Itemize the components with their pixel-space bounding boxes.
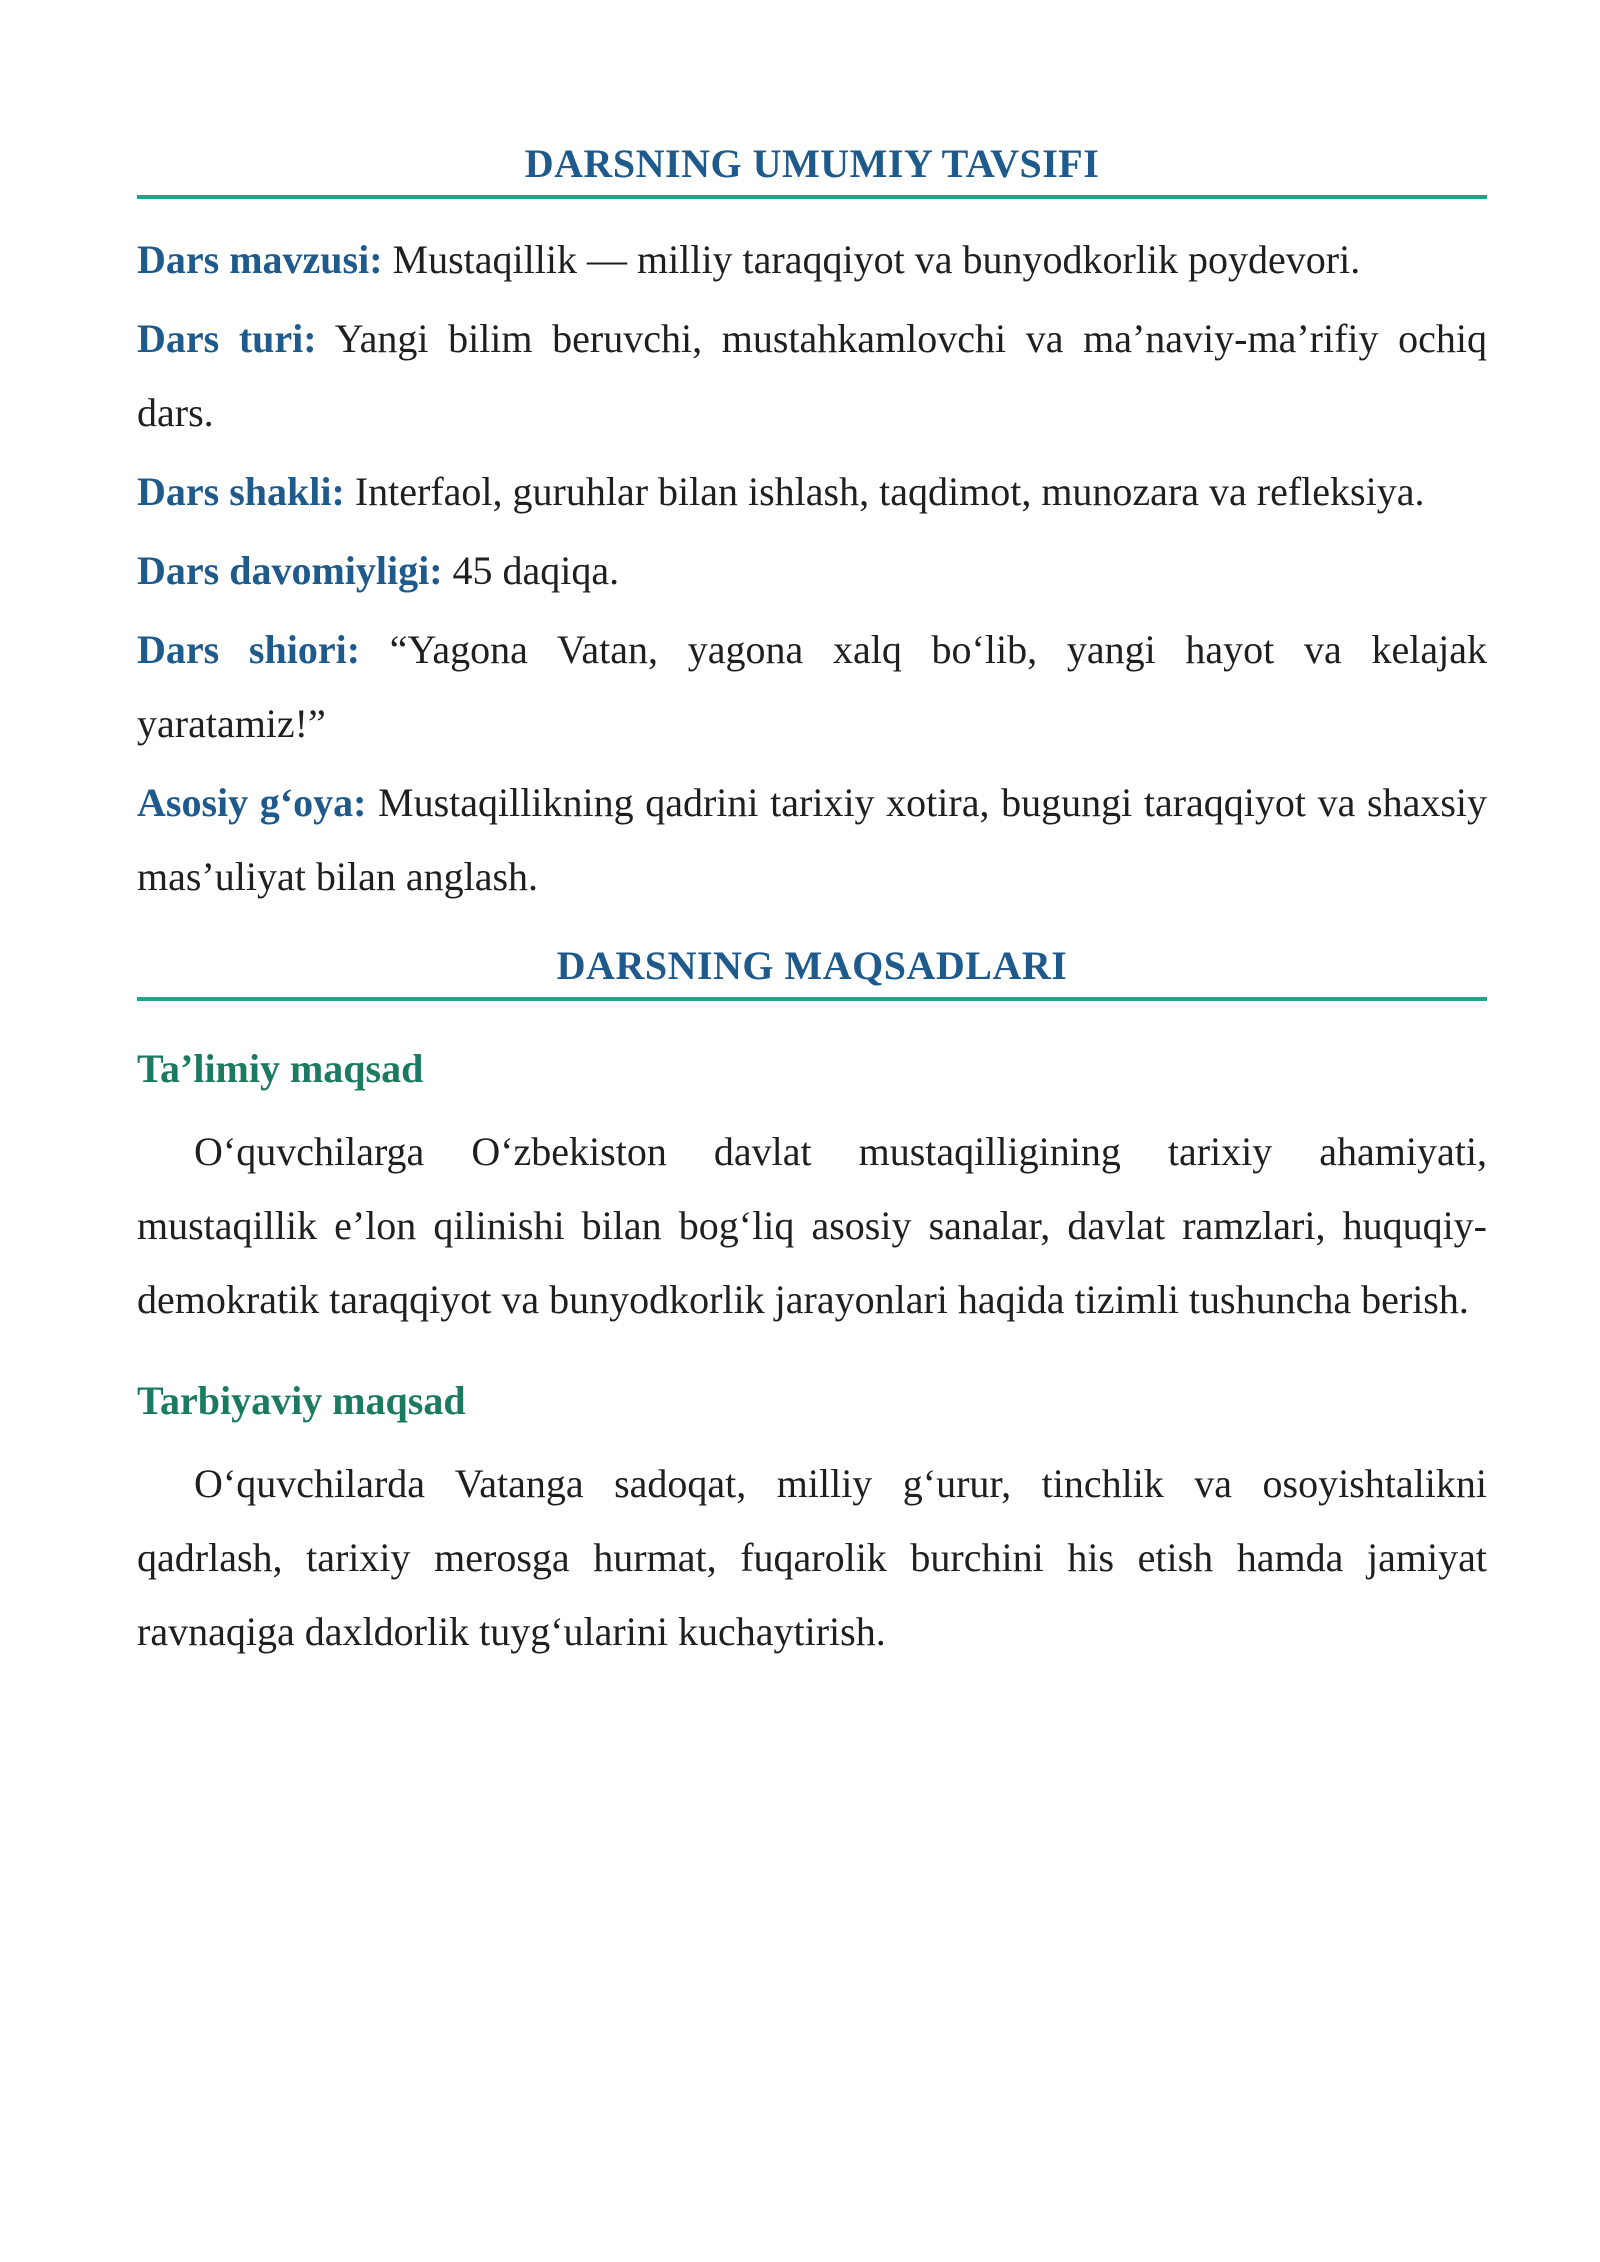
field-value: Mustaqillik — milliy taraqqiyot va bunyodkorlik poydevori. <box>392 237 1361 282</box>
field-label: Dars turi: <box>137 316 317 361</box>
field-value: 45 daqiqa. <box>452 548 620 593</box>
field-value: Yangi bilim beruvchi, mustahkamlovchi va ma’naviy-ma’rifiy ochiq dars. <box>137 316 1487 435</box>
field-label: Asosiy g‘oya: <box>137 780 367 825</box>
field-value: Mustaqillikning qadrini tarixiy xotira, bugungi taraqqiyot va shaxsiy mas’uliyat bilan anglash. <box>137 780 1487 899</box>
document-page <box>137 0 1487 1669</box>
field-lesson-type <box>137 302 1487 450</box>
subheading-educational-goal: Ta’limiy maqsad <box>137 1046 424 1091</box>
section-title-general: DARSNING UMUMIY TAVSIFI <box>137 140 1487 199</box>
field-label: Dars shiori: <box>137 627 361 672</box>
field-lesson-motto <box>137 613 1487 761</box>
paragraph-educational-goal: O‘quvchilarga O‘zbekiston davlat mustaqilligining tarixiy ahamiyati, mustaqillik e’lon qilinishi bilan bog‘liq asosiy sanalar, davlat ramzlari, huquqiy-demokratik taraqqiyot va bunyodkorlik jarayonlari haqida tizimli tushuncha berish. <box>137 1129 1487 1322</box>
field-lesson-duration <box>137 534 1487 608</box>
subheading-upbringing-goal: Tarbiyaviy maqsad <box>137 1378 466 1423</box>
field-value: Interfaol, guruhlar bilan ishlash, taqdimot, munozara va refleksiya. <box>354 469 1425 514</box>
field-lesson-topic <box>137 223 1487 297</box>
section-title-goals: DARSNING MAQSADLARI <box>137 942 1487 1001</box>
field-value: “Yagona Vatan, yagona xalq bo‘lib, yangi hayot va kelajak yaratamiz!” <box>137 627 1487 746</box>
paragraph-upbringing-goal: O‘quvchilarda Vatanga sadoqat, milliy g‘urur, tinchlik va osoyishtalikni qadrlash, tarixiy merosga hurmat, fuqarolik burchini his etish hamda jamiyat ravnaqiga daxldorlik tuyg‘ularini kuchaytirish. <box>137 1461 1487 1654</box>
field-label: Dars davomiyligi: <box>137 548 443 593</box>
field-label: Dars shakli: <box>137 469 345 514</box>
field-main-idea <box>137 766 1487 914</box>
field-lesson-form <box>137 455 1487 529</box>
field-label: Dars mavzusi: <box>137 237 383 282</box>
